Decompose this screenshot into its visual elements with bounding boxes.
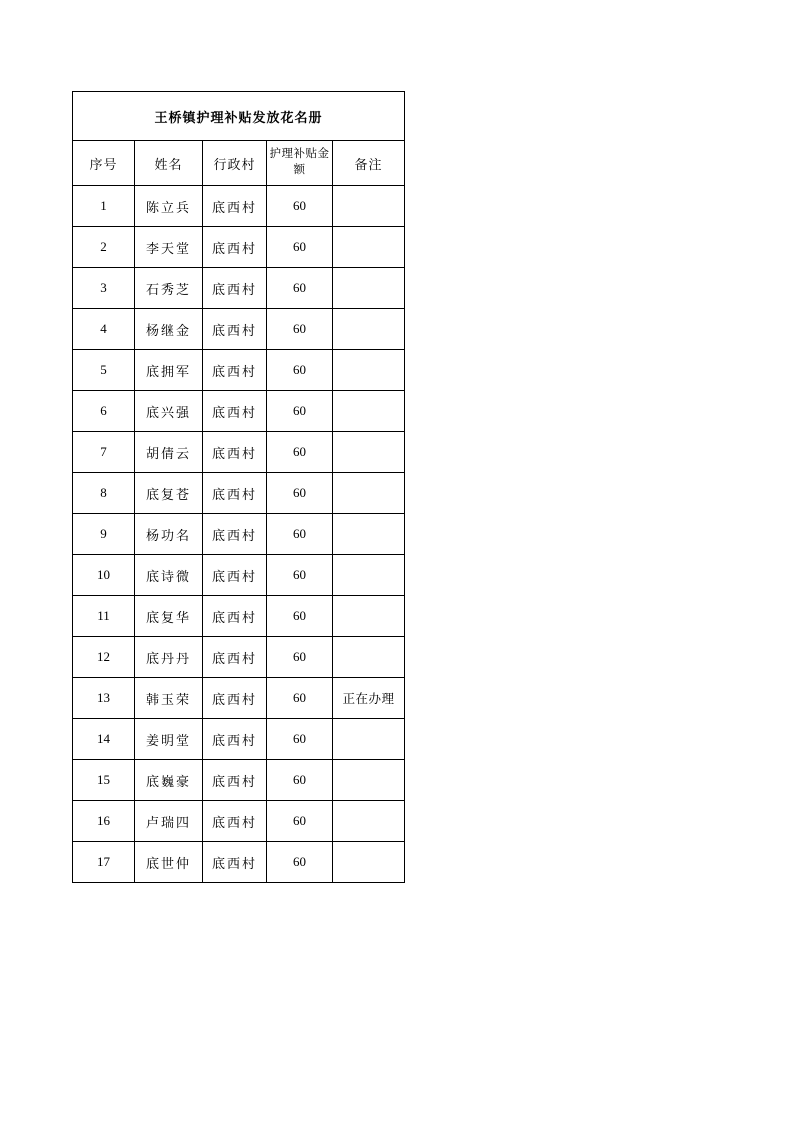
row-note (333, 432, 405, 473)
row-village: 底西村 (203, 350, 267, 391)
row-village: 底西村 (203, 678, 267, 719)
row-seq: 1 (73, 186, 135, 227)
row-village: 底西村 (203, 227, 267, 268)
table-row (73, 350, 405, 391)
row-note (333, 842, 405, 883)
row-village: 底西村 (203, 555, 267, 596)
row-name: 陈立兵 (135, 186, 203, 227)
row-note (333, 637, 405, 678)
header-row (73, 141, 405, 186)
row-note (333, 350, 405, 391)
row-amount: 60 (267, 596, 333, 637)
row-seq: 6 (73, 391, 135, 432)
table-row (73, 760, 405, 801)
row-note (333, 473, 405, 514)
row-name: 胡倩云 (135, 432, 203, 473)
row-amount: 60 (267, 432, 333, 473)
row-name: 杨继金 (135, 309, 203, 350)
row-seq: 8 (73, 473, 135, 514)
table-row (73, 432, 405, 473)
row-amount: 60 (267, 227, 333, 268)
column-header-amount: 护理补贴金额 (267, 141, 333, 186)
row-seq: 3 (73, 268, 135, 309)
row-village: 底西村 (203, 801, 267, 842)
row-village: 底西村 (203, 842, 267, 883)
table-row (73, 268, 405, 309)
row-seq: 5 (73, 350, 135, 391)
row-village: 底西村 (203, 719, 267, 760)
row-amount: 60 (267, 760, 333, 801)
row-name: 姜明堂 (135, 719, 203, 760)
row-village: 底西村 (203, 309, 267, 350)
row-seq: 9 (73, 514, 135, 555)
row-name: 石秀芝 (135, 268, 203, 309)
table-row (73, 391, 405, 432)
row-village: 底西村 (203, 432, 267, 473)
row-note (333, 719, 405, 760)
row-village: 底西村 (203, 186, 267, 227)
row-amount: 60 (267, 842, 333, 883)
row-amount: 60 (267, 268, 333, 309)
row-seq: 4 (73, 309, 135, 350)
row-seq: 12 (73, 637, 135, 678)
table-row (73, 801, 405, 842)
table-row (73, 473, 405, 514)
row-name: 杨功名 (135, 514, 203, 555)
row-seq: 2 (73, 227, 135, 268)
row-seq: 11 (73, 596, 135, 637)
row-name: 底巍豪 (135, 760, 203, 801)
table-row (73, 555, 405, 596)
roster-table-body (73, 92, 405, 883)
table-row (73, 227, 405, 268)
row-amount: 60 (267, 514, 333, 555)
row-note (333, 309, 405, 350)
row-amount: 60 (267, 309, 333, 350)
row-note (333, 514, 405, 555)
row-note: 正在办理 (333, 678, 405, 719)
row-village: 底西村 (203, 514, 267, 555)
row-village: 底西村 (203, 760, 267, 801)
column-header-name: 姓名 (135, 141, 203, 186)
table-row (73, 596, 405, 637)
row-note (333, 555, 405, 596)
row-village: 底西村 (203, 473, 267, 514)
row-name: 底世仲 (135, 842, 203, 883)
row-name: 李天堂 (135, 227, 203, 268)
row-note (333, 760, 405, 801)
row-note (333, 596, 405, 637)
row-amount: 60 (267, 678, 333, 719)
table-row (73, 637, 405, 678)
row-amount: 60 (267, 350, 333, 391)
row-amount: 60 (267, 719, 333, 760)
row-amount: 60 (267, 637, 333, 678)
row-note (333, 391, 405, 432)
row-village: 底西村 (203, 268, 267, 309)
row-name: 底丹丹 (135, 637, 203, 678)
row-seq: 13 (73, 678, 135, 719)
column-header-note: 备注 (333, 141, 405, 186)
table-row (73, 309, 405, 350)
document-title: 王桥镇护理补贴发放花名册 (73, 92, 405, 141)
row-name: 底复苍 (135, 473, 203, 514)
row-note (333, 268, 405, 309)
table-row (73, 842, 405, 883)
row-amount: 60 (267, 473, 333, 514)
roster-sheet (72, 91, 404, 883)
row-seq: 17 (73, 842, 135, 883)
row-name: 底诗微 (135, 555, 203, 596)
column-header-seq: 序号 (73, 141, 135, 186)
column-header-village: 行政村 (203, 141, 267, 186)
row-village: 底西村 (203, 596, 267, 637)
roster-table (72, 91, 405, 883)
row-note (333, 801, 405, 842)
row-seq: 16 (73, 801, 135, 842)
row-note (333, 186, 405, 227)
row-seq: 7 (73, 432, 135, 473)
row-note (333, 227, 405, 268)
row-amount: 60 (267, 391, 333, 432)
row-amount: 60 (267, 555, 333, 596)
title-row (73, 92, 405, 141)
table-row (73, 186, 405, 227)
table-row (73, 514, 405, 555)
row-village: 底西村 (203, 637, 267, 678)
row-name: 底拥军 (135, 350, 203, 391)
table-row (73, 719, 405, 760)
row-name: 韩玉荣 (135, 678, 203, 719)
table-row (73, 678, 405, 719)
row-name: 底兴强 (135, 391, 203, 432)
row-seq: 10 (73, 555, 135, 596)
row-seq: 14 (73, 719, 135, 760)
row-name: 底复华 (135, 596, 203, 637)
row-amount: 60 (267, 801, 333, 842)
row-village: 底西村 (203, 391, 267, 432)
row-seq: 15 (73, 760, 135, 801)
row-amount: 60 (267, 186, 333, 227)
row-name: 卢瑞四 (135, 801, 203, 842)
